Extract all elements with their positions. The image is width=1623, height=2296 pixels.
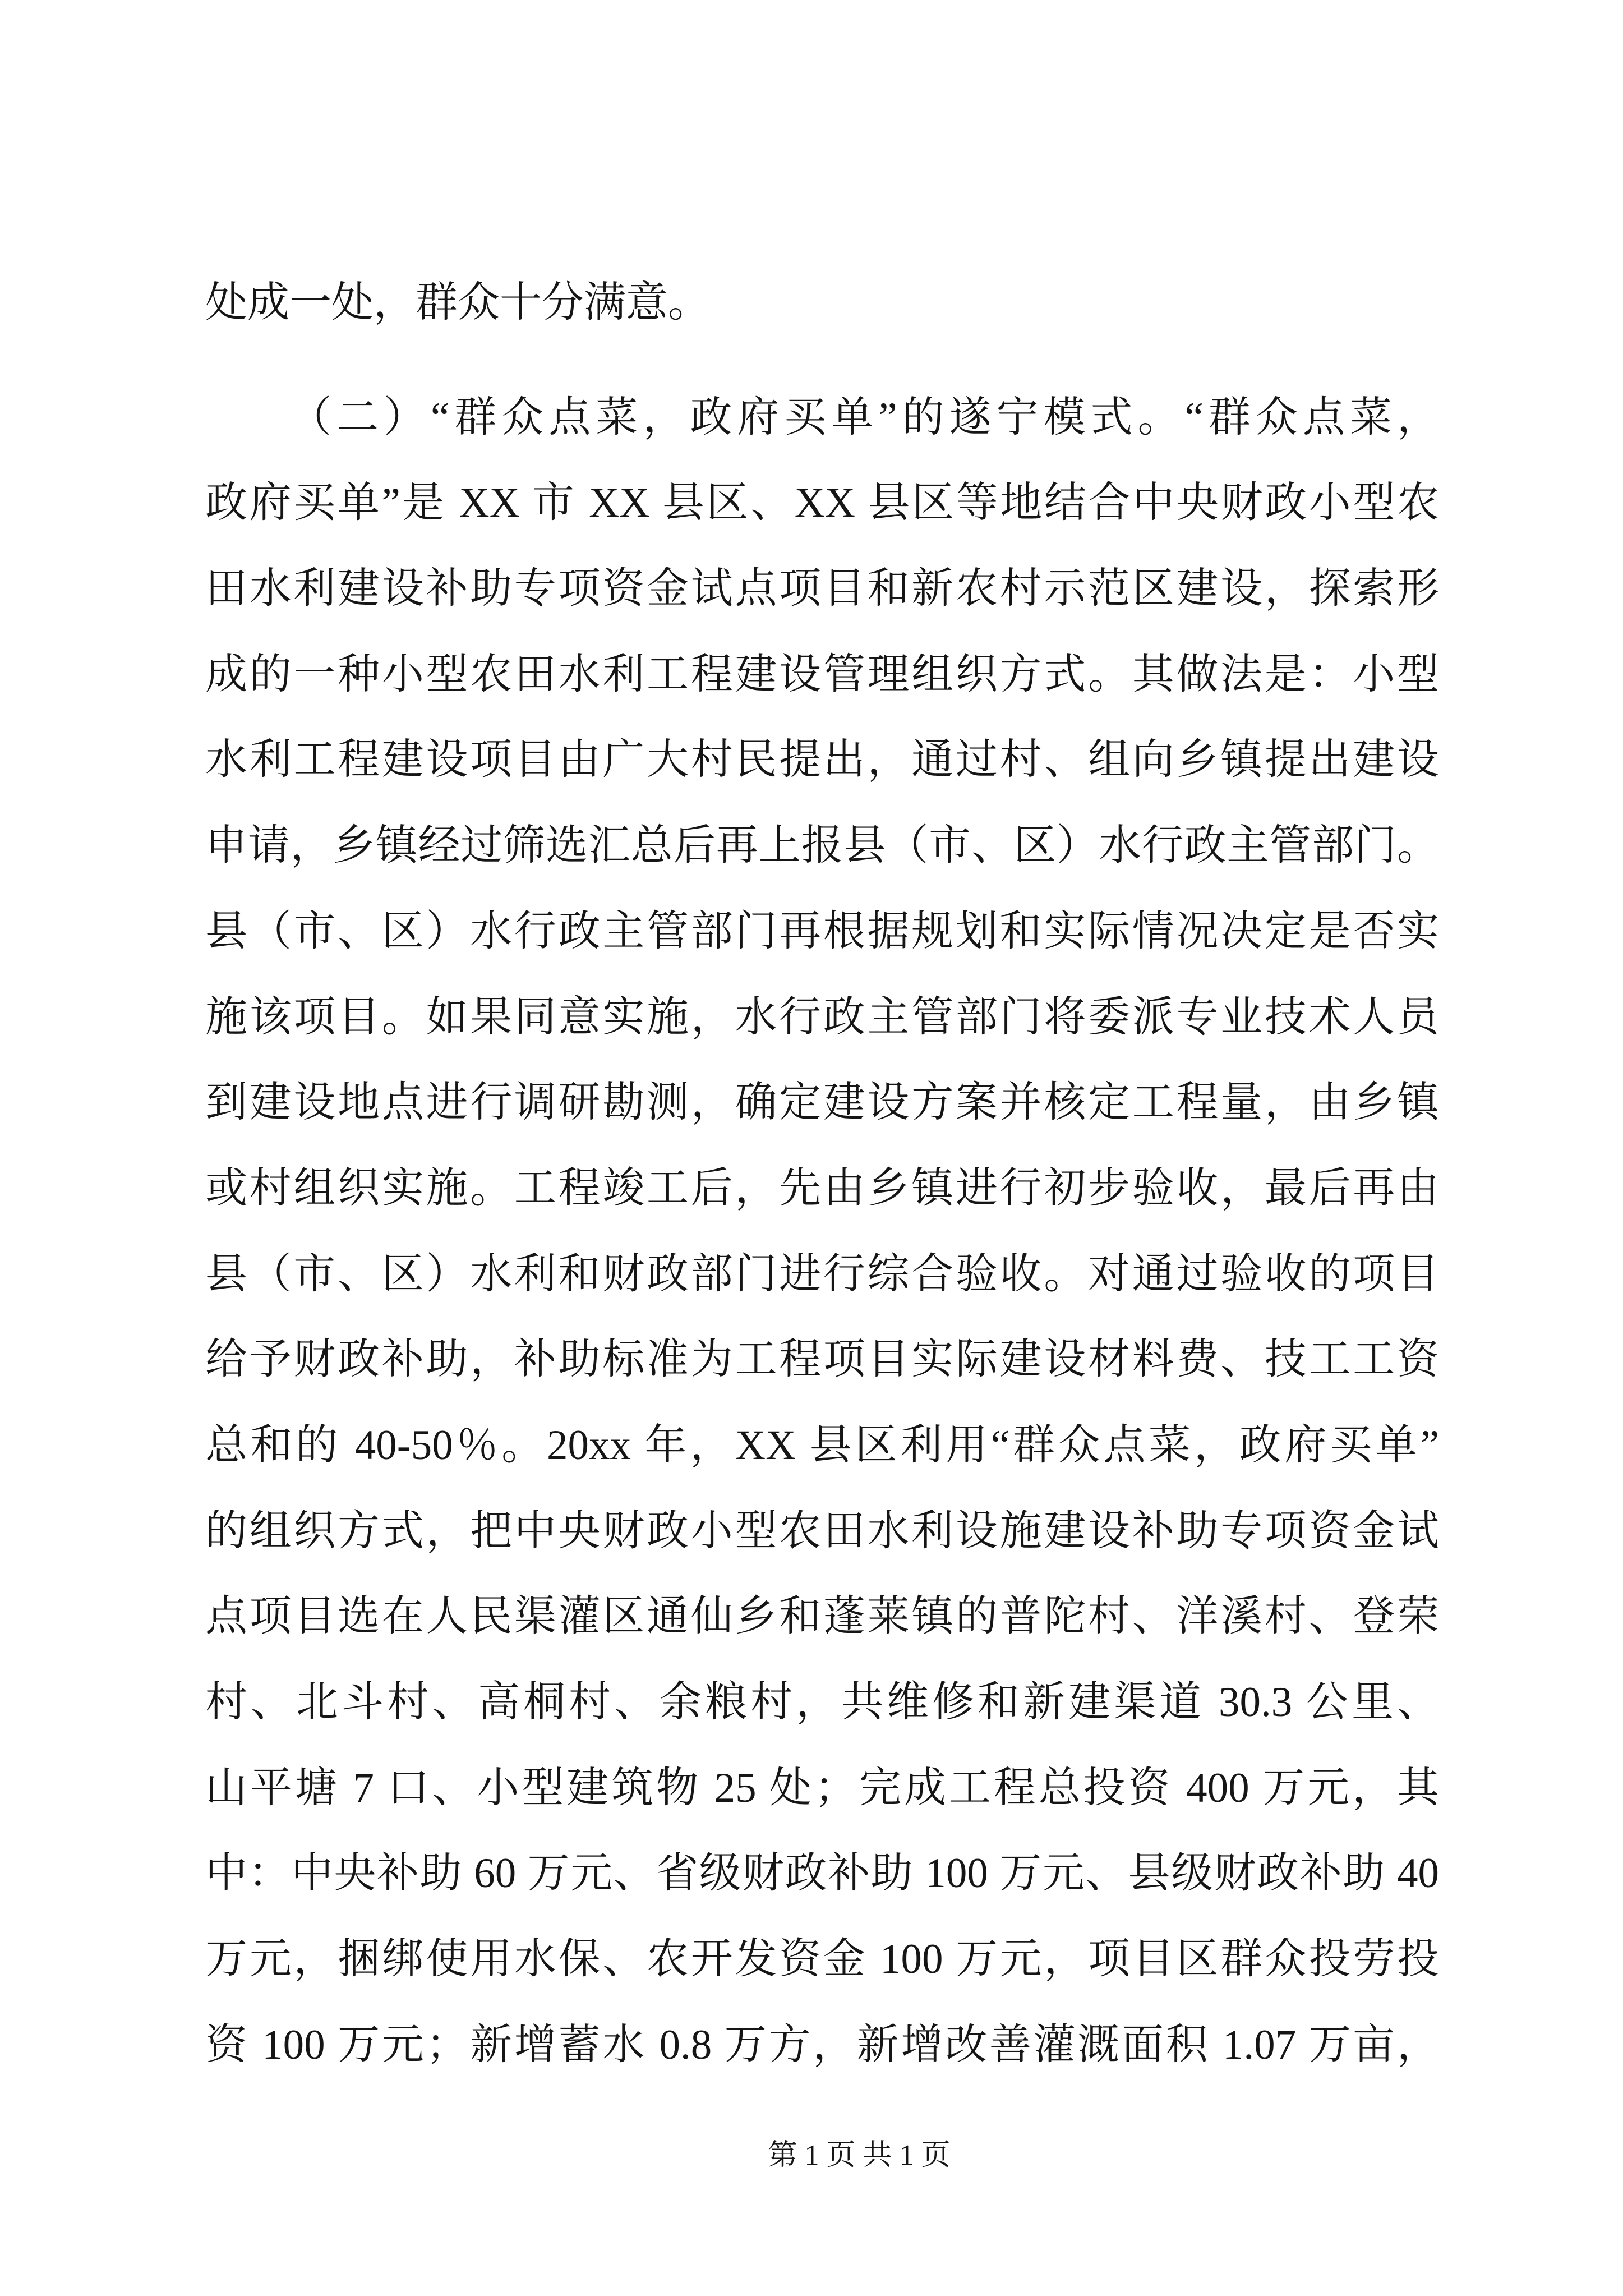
text-line: 县（市、区）水行政主管部门再根据规划和实际情况决定是否实 (205, 908, 1439, 955)
text-line: 中：中央补助 60 万元、省级财政补助 100 万元、县级财政补助 40 (205, 1850, 1439, 1897)
text-line: 县（市、区）水利和财政部门进行综合验收。对通过验收的项目 (205, 1250, 1439, 1297)
text-line: 总和的 40-50％。20xx 年，XX 县区利用“群众点菜，政府买单” (205, 1421, 1439, 1469)
text-line: 政府买单”是 XX 市 XX 县区、XX 县区等地结合中央财政小型农 (205, 480, 1439, 527)
page-footer: 第 1 页 共 1 页 (768, 2139, 951, 2171)
document-body (205, 260, 1439, 2088)
text-line: 的组织方式，把中央财政小型农田水利设施建设补助专项资金试 (205, 1507, 1439, 1554)
text-line: 申请，乡镇经过筛选汇总后再上报县（市、区）水行政主管部门。 (205, 822, 1439, 869)
text-line: 资 100 万元；新增蓄水 0.8 万方，新增改善灌溉面积 1.07 万亩， (205, 2021, 1439, 2068)
text-line: 山平塘 7 口、小型建筑物 25 处；完成工程总投资 400 万元，其 (205, 1764, 1439, 1811)
text-line: 成的一种小型农田水利工程建设管理组织方式。其做法是：小型 (205, 651, 1439, 698)
text-line: 给予财政补助，补助标准为工程项目实际建设材料费、技工工资 (205, 1336, 1439, 1383)
text-line: 水利工程建设项目由广大村民提出，通过村、组向乡镇提出建设 (205, 737, 1439, 784)
text-line: 万元，捆绑使用水保、农开发资金 100 万元，项目区群众投劳投 (205, 1936, 1439, 1983)
text-line: 到建设地点进行调研勘测，确定建设方案并核定工程量，由乡镇 (205, 1079, 1439, 1126)
text-line: 点项目选在人民渠灌区通仙乡和蓬莱镇的普陀村、洋溪村、登荣 (205, 1593, 1439, 1640)
text-line: 或村组织实施。工程竣工后，先由乡镇进行初步验收，最后再由 (205, 1165, 1439, 1212)
text-line: 处成一处，群众十分满意。 (205, 279, 711, 326)
text-line: 施该项目。如果同意实施，水行政主管部门将委派专业技术人员 (205, 993, 1439, 1041)
text-line: 村、北斗村、高桐村、余粮村，共维修和新建渠道 30.3 公里、 (205, 1679, 1439, 1726)
text-line: 田水利建设补助专项资金试点项目和新农村示范区建设，探索形 (205, 565, 1439, 613)
section-heading-line: （二）“群众点菜，政府买单”的遂宁模式。“群众点菜， (289, 394, 1439, 441)
